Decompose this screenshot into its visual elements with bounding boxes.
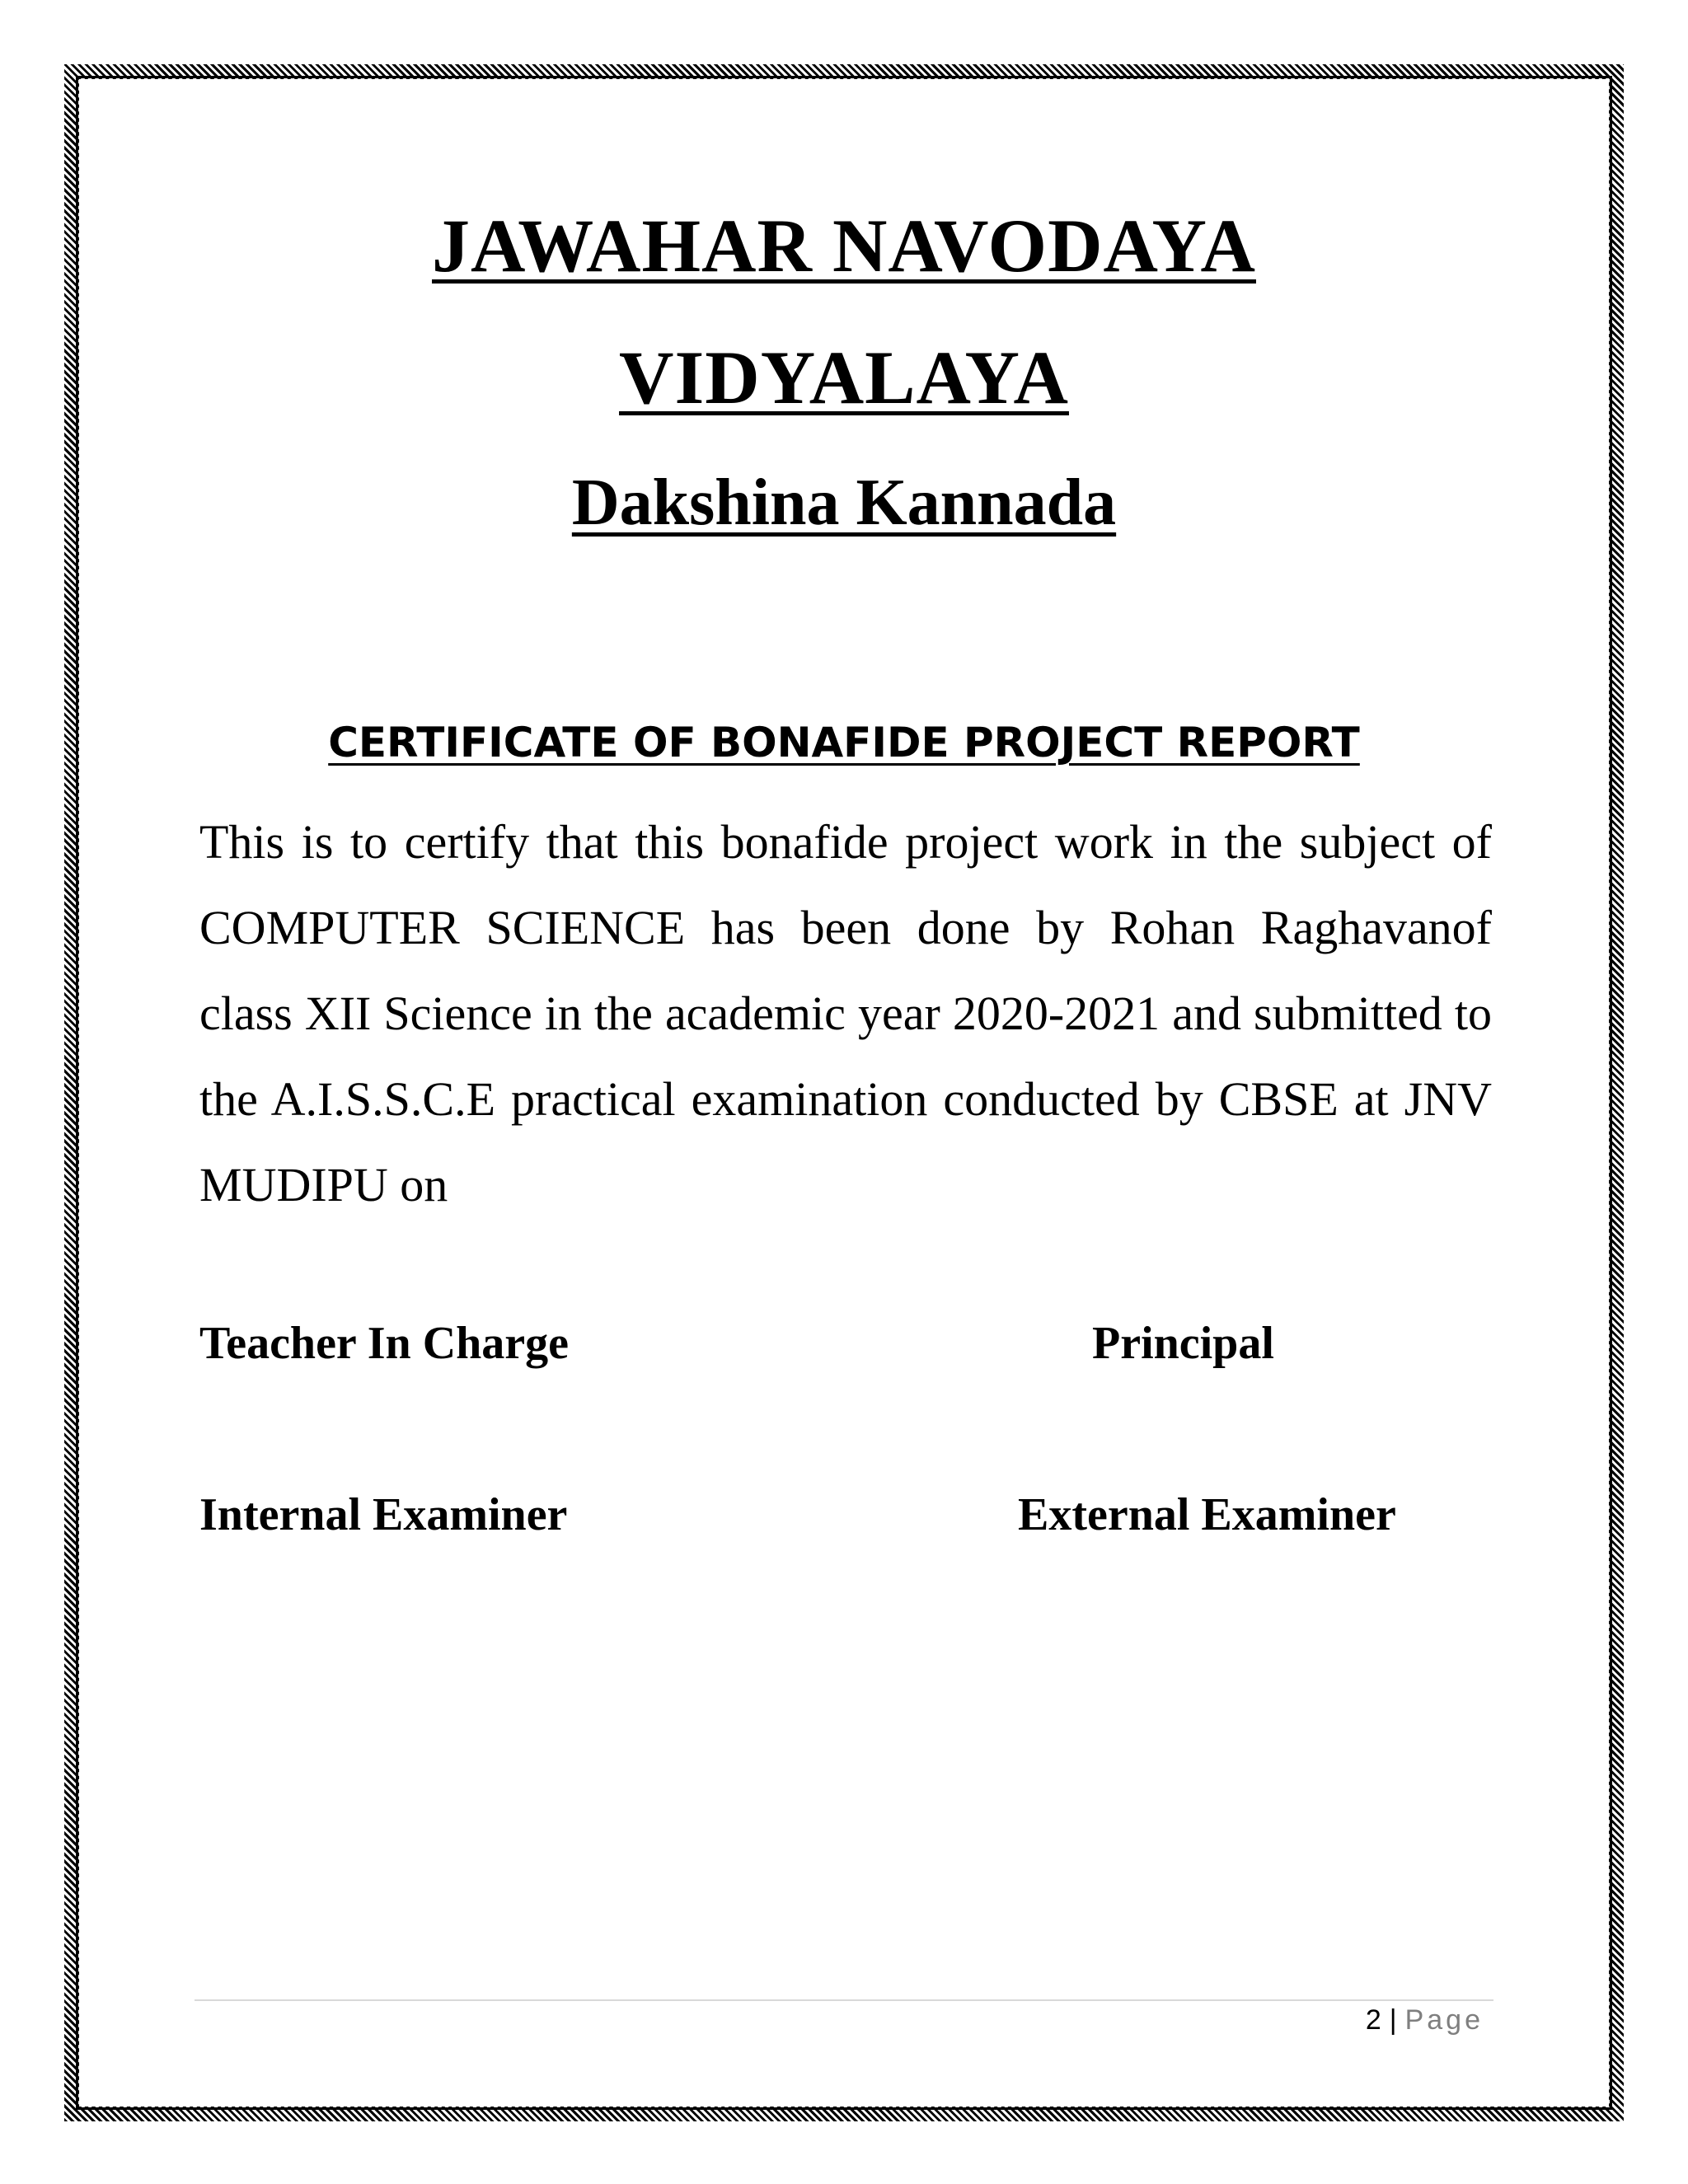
signature-teacher-in-charge: Teacher In Charge bbox=[199, 1318, 569, 1369]
school-location: Dakshina Kannada bbox=[571, 466, 1117, 539]
certificate-heading: CERTIFICATE OF BONAFIDE PROJECT REPORT bbox=[328, 719, 1360, 766]
school-name-line2: VIDYALAYA bbox=[619, 335, 1069, 419]
footer-separator: | bbox=[1389, 2004, 1397, 2036]
footer-divider bbox=[195, 1999, 1493, 2001]
school-name-line1: JAWAHAR NAVODAYA bbox=[432, 204, 1256, 288]
signature-external-examiner: External Examiner bbox=[1018, 1489, 1396, 1540]
signature-internal-examiner: Internal Examiner bbox=[199, 1489, 568, 1540]
certificate-body: This is to certify that this bonafide project work in the subject of COMPUTER SCIENCE has been done by Rohan Raghavanof class XII Science in the academic year 2020-2021 and submitted to the A.I.S.S.C.E practical examination conducted by CBSE at JNV MUDIPU on bbox=[199, 815, 1492, 1212]
page-label: Page bbox=[1404, 2004, 1484, 2036]
signature-principal: Principal bbox=[1092, 1318, 1274, 1369]
page-footer bbox=[1366, 2004, 1484, 2036]
page-number: 2 bbox=[1365, 2004, 1381, 2036]
